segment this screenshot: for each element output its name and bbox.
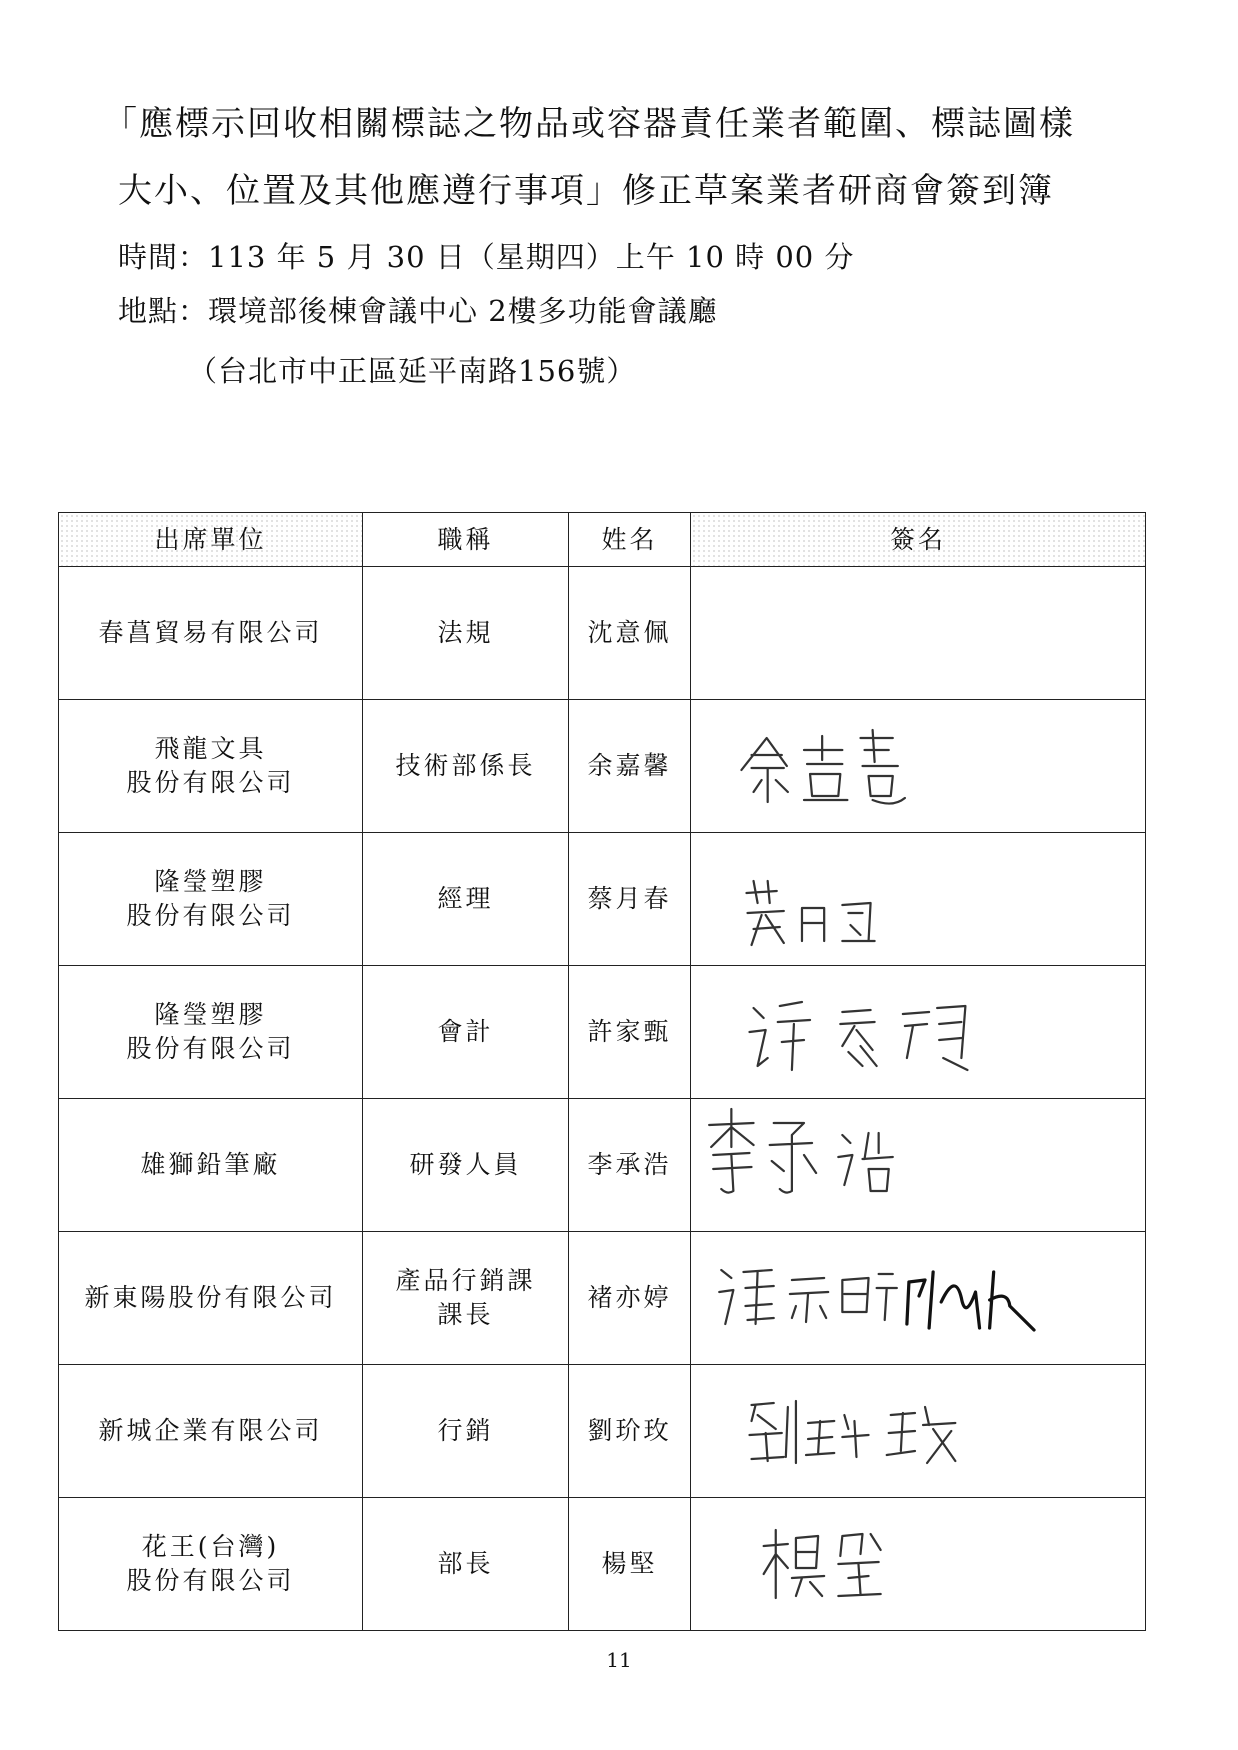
table-row [59,700,1146,833]
table-row [59,1099,1146,1232]
table-row [59,1232,1146,1365]
cell-unit: 新東陽股份有限公司 [59,1232,363,1365]
cell-title: 會計 [363,966,569,1099]
signature-drawing [691,1232,1145,1364]
header-name: 姓名 [569,513,691,567]
handwritten-signature [691,1498,1146,1631]
signature-drawing [691,966,1145,1098]
header-unit: 出席單位 [59,513,363,567]
signature-cell-empty [691,567,1146,700]
signature-drawing [691,700,1145,832]
meeting-address: （台北市中正區延平南路156號） [188,354,637,388]
cell-name: 褚亦婷 [569,1232,691,1365]
header-title: 職稱 [363,513,569,567]
handwritten-signature [691,1232,1146,1365]
table-row [59,1498,1146,1631]
cell-name: 楊堅 [569,1498,691,1631]
table-row [59,1365,1146,1498]
cell-title: 行銷 [363,1365,569,1498]
handwritten-signature [691,1365,1146,1498]
cell-name: 余嘉馨 [569,700,691,833]
document-title-line2: 大小、位置及其他應遵行事項」修正草案業者研商會簽到簿 [118,171,1054,211]
cell-unit: 花王(台灣) 股份有限公司 [59,1498,363,1631]
signature-drawing [691,1099,1145,1231]
signature-drawing [691,833,1145,965]
cell-title: 法規 [363,567,569,700]
cell-unit: 新城企業有限公司 [59,1365,363,1498]
page-number: 11 [606,1648,632,1672]
cell-unit: 隆瑩塑膠 股份有限公司 [59,966,363,1099]
table-header-row [59,513,1146,567]
cell-unit: 春菖貿易有限公司 [59,567,363,700]
handwritten-signature [691,1099,1146,1232]
cell-title: 產品行銷課 課長 [363,1232,569,1365]
cell-name: 劉玠玫 [569,1365,691,1498]
cell-title: 部長 [363,1498,569,1631]
handwritten-signature [691,833,1146,966]
signature-drawing [691,1365,1145,1497]
cell-unit: 飛龍文具 股份有限公司 [59,700,363,833]
cell-title: 研發人員 [363,1099,569,1232]
meeting-time: 時間：113 年 5 月 30 日（星期四）上午 10 時 00 分 [118,240,855,274]
sign-in-table [58,512,1146,1631]
handwritten-signature [691,700,1146,833]
meeting-place: 地點：環境部後棟會議中心 2樓多功能會議廳 [118,294,718,328]
cell-unit: 隆瑩塑膠 股份有限公司 [59,833,363,966]
cell-name: 蔡月春 [569,833,691,966]
handwritten-signature [691,966,1146,1099]
table-row [59,966,1146,1099]
cell-name: 許家甄 [569,966,691,1099]
table-row [59,567,1146,700]
cell-name: 沈意佩 [569,567,691,700]
table-row [59,833,1146,966]
cell-unit: 雄獅鉛筆廠 [59,1099,363,1232]
cell-title: 技術部係長 [363,700,569,833]
signature-drawing [691,1498,1145,1630]
header-signature: 簽名 [691,513,1146,567]
document-title-line1: 「應標示回收相關標誌之物品或容器責任業者範圍、標誌圖樣 [103,104,1075,144]
cell-title: 經理 [363,833,569,966]
cell-name: 李承浩 [569,1099,691,1232]
